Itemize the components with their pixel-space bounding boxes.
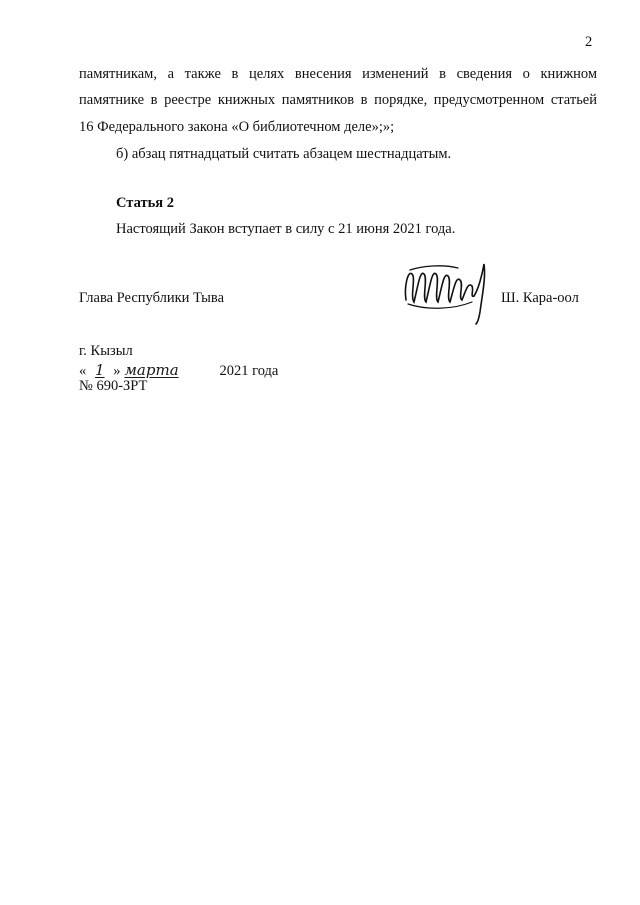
date-month: марта: [124, 361, 179, 379]
article-heading: Статья 2: [116, 195, 174, 211]
article-text: Настоящий Закон вступает в силу с 21 июня 2021 года.: [116, 221, 456, 237]
date-year: 2021 года: [219, 363, 279, 379]
paragraph-line-4: б) абзац пятнадцатый считать абзацем шестнадцатым.: [116, 146, 452, 162]
paragraph-line-3: 16 Федерального закона «О библиотечном деле»;»;: [79, 119, 395, 135]
date-close-quote: »: [113, 363, 121, 379]
signatory-title: Глава Республики Тыва: [79, 290, 225, 306]
date-open-quote: «: [79, 363, 87, 379]
handwritten-signature: [402, 256, 492, 328]
city-label: г. Кызыл: [79, 343, 133, 359]
paragraph-line-2: памятнике в реестре книжных памятников в порядке, предусмотренном статьей: [79, 92, 597, 108]
law-number: № 690-ЗРТ: [79, 378, 148, 394]
signatory-name: Ш. Кара-оол: [501, 290, 579, 306]
page-number: 2: [585, 34, 593, 50]
paragraph-line-1: памятникам, а также в целях внесения изменений в сведения о книжном: [79, 66, 597, 82]
date-day: 1: [94, 361, 105, 379]
